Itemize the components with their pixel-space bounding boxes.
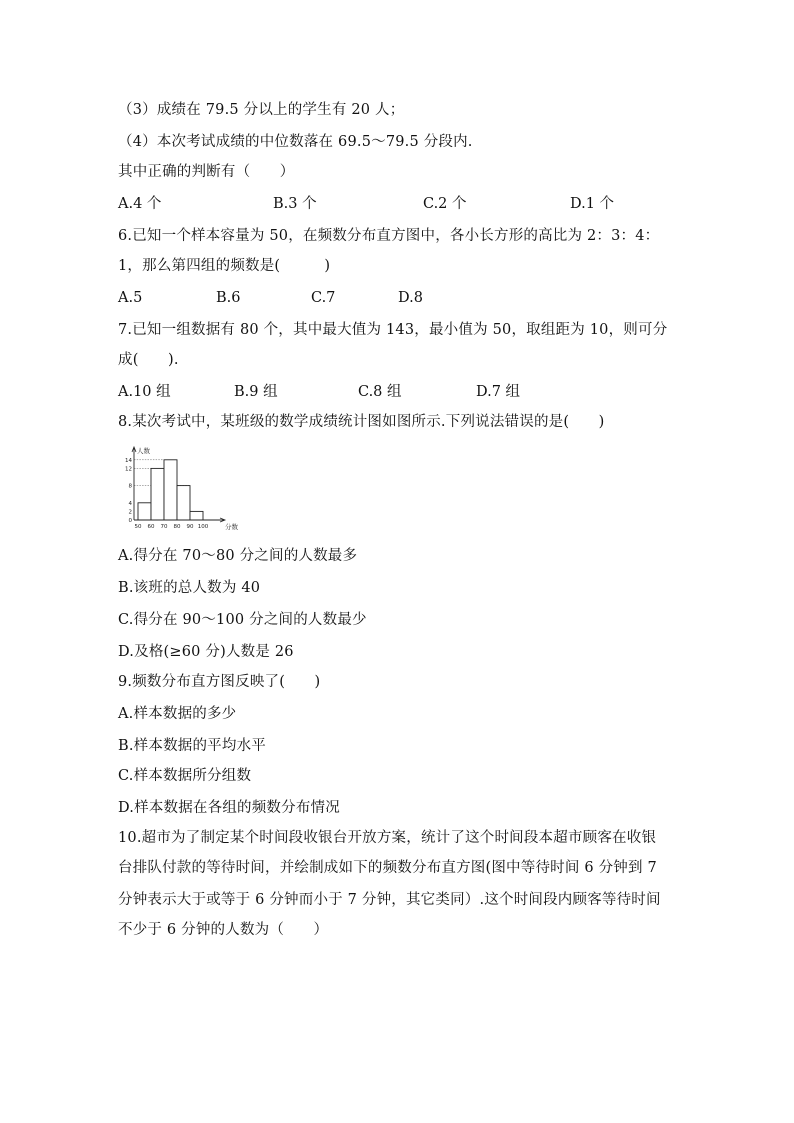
q6-option-c: C.7 xyxy=(311,290,336,306)
x-tick-90: 90 xyxy=(186,524,194,530)
q10-line1: 10.超市为了制定某个时间段收银台开放方案，统计了这个时间段本超市顾客在收银 xyxy=(118,830,657,846)
q8-option-a: A.得分在 70～80 分之间的人数最多 xyxy=(118,548,358,564)
score-histogram xyxy=(122,444,242,534)
bar-70-80 xyxy=(164,460,177,520)
q7-options xyxy=(118,382,718,402)
histogram-y-label: 人数 xyxy=(137,447,150,455)
histogram-x-label: 分数 xyxy=(225,523,238,531)
y-tick-12: 12 xyxy=(125,466,132,473)
x-tick-80: 80 xyxy=(173,524,181,530)
q9-option-a: A.样本数据的多少 xyxy=(118,706,237,722)
q7-option-c: C.8 组 xyxy=(358,384,402,400)
bar-90-100 xyxy=(190,511,203,520)
y-tick-2: 2 xyxy=(128,509,132,516)
q8-option-b: B.该班的总人数为 40 xyxy=(118,580,261,596)
q8-stem: 8.某次考试中，某班级的数学成绩统计图如图所示.下列说法错误的是( ) xyxy=(118,414,605,430)
q10-line2: 台排队付款的等待时间，并绘制成如下的频数分布直方图(图中等待时间 6 分钟到 7 xyxy=(118,860,657,876)
q6-option-a: A.5 xyxy=(118,290,143,306)
q9-option-d: D.样本数据在各组的频数分布情况 xyxy=(118,800,340,816)
q7-line1: 7.已知一组数据有 80 个，其中最大值为 143，最小值为 50，取组距为 10，则可分 xyxy=(118,322,668,338)
histogram-bars xyxy=(138,460,203,520)
q10-line4: 不少于 6 分钟的人数为（ ） xyxy=(118,922,329,938)
q6-option-b: B.6 xyxy=(216,290,241,306)
y-tick-4: 4 xyxy=(128,500,132,507)
histogram-x-ticks xyxy=(135,524,209,530)
q8-option-d: D.及格(≥60 分)人数是 26 xyxy=(118,644,294,660)
bar-60-70 xyxy=(151,468,164,520)
item-3-text: （3）成绩在 79.5 分以上的学生有 20 人； xyxy=(118,102,405,118)
x-tick-100: 100 xyxy=(197,524,209,530)
y-tick-14: 14 xyxy=(125,457,132,464)
q7-line2: 成( ). xyxy=(118,352,179,368)
q6-line2: 1，那么第四组的频数是( ) xyxy=(118,258,331,274)
y-tick-0: 0 xyxy=(128,518,132,524)
prior-option-c: C.2 个 xyxy=(423,196,467,212)
prior-prompt: 其中正确的判断有（ ） xyxy=(118,164,295,180)
q9-option-b: B.样本数据的平均水平 xyxy=(118,738,266,754)
prior-options xyxy=(118,194,718,214)
bar-80-90 xyxy=(177,486,190,520)
q6-option-d: D.8 xyxy=(398,290,423,306)
q7-option-a: A.10 组 xyxy=(118,384,171,400)
q10-line3: 分钟表示大于或等于 6 分钟而小于 7 分钟，其它类同）.这个时间段内顾客等待时间 xyxy=(118,892,661,908)
prior-option-d: D.1 个 xyxy=(570,196,615,212)
q7-option-b: B.9 组 xyxy=(234,384,278,400)
prior-option-b: B.3 个 xyxy=(273,196,317,212)
q6-options xyxy=(118,288,718,308)
x-tick-50: 50 xyxy=(134,524,142,530)
x-tick-60: 60 xyxy=(147,524,155,530)
item-4-text: （4）本次考试成绩的中位数落在 69.5～79.5 分段内. xyxy=(118,134,473,150)
q7-option-d: D.7 组 xyxy=(476,384,521,400)
q6-line1: 6.已知一个样本容量为 50，在频数分布直方图中，各小长方形的高比为 2：3：4： xyxy=(118,228,660,244)
q9-option-c: C.样本数据所分组数 xyxy=(118,768,252,784)
q8-option-c: C.得分在 90～100 分之间的人数最少 xyxy=(118,612,367,628)
x-tick-70: 70 xyxy=(160,524,168,530)
q9-stem: 9.频数分布直方图反映了( ) xyxy=(118,674,321,690)
histogram-y-ticks xyxy=(125,458,133,524)
prior-option-a: A.4 个 xyxy=(118,196,162,212)
y-tick-8: 8 xyxy=(128,483,132,490)
bar-50-60 xyxy=(138,503,151,520)
